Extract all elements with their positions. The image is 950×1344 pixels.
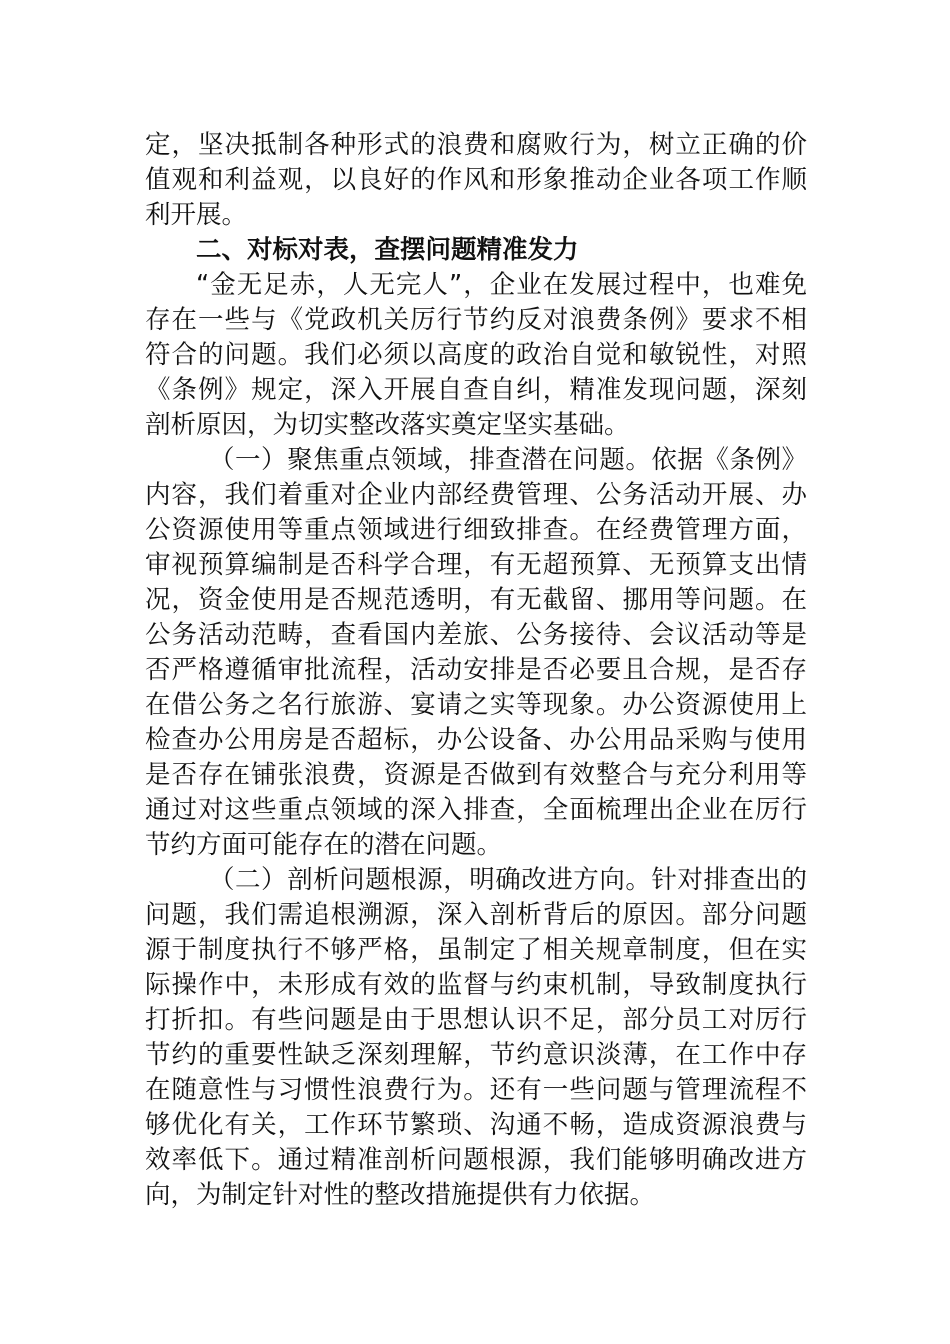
- paragraph-intro: “金无足赤，人无完人”，企业在发展过程中，也难免存在一些与《党政机关厉行节约反对浪费条例》要求不相符合的问题。我们必须以高度的政治自觉和敏锐性，对照《条例》规定，深入开展自查自纠，精准发现问题，深刻剖析原因，为切实整改落实奠定坚实基础。: [145, 270, 807, 440]
- document-body: [145, 128, 807, 1213]
- paragraph-subsection-1: （一）聚焦重点领域，排查潜在问题。依据《条例》内容，我们着重对企业内部经费管理、公务活动开展、办公资源使用等重点领域进行细致排查。在经费管理方面，审视预算编制是否科学合理，有无超预算、无预算支出情况，资金使用是否规范透明，有无截留、挪用等问题。在公务活动范畴，查看国内差旅、公务接待、会议活动等是否严格遵循审批流程，活动安排是否必要且合规，是否存在借公务之名行旅游、宴请之实等现象。办公资源使用上检查办公用房是否超标，办公设备、办公用品采购与使用是否存在铺张浪费，资源是否做到有效整合与充分利用等通过对这些重点领域的深入排查，全面梳理出企业在厉行节约方面可能存在的潜在问题。: [145, 445, 807, 860]
- section-heading: 二、对标对表，查摆问题精准发力: [196, 235, 579, 265]
- paragraph-continuation: 定，坚决抵制各种形式的浪费和腐败行为，树立正确的价值观和利益观，以良好的作风和形象推动企业各项工作顺利开展。: [145, 130, 807, 230]
- paragraph-subsection-2: （二）剖析问题根源，明确改进方向。针对排查出的问题，我们需追根溯源，深入剖析背后的原因。部分问题源于制度执行不够严格，虽制定了相关规章制度，但在实际操作中，未形成有效的监督与约束机制，导致制度执行打折扣。有些问题是由于思想认识不足，部分员工对厉行节约的重要性缺乏深刻理解，节约意识淡薄，在工作中存在随意性与习惯性浪费行为。还有一些问题与管理流程不够优化有关，工作环节繁琐、沟通不畅，造成资源浪费与效率低下。通过精准剖析问题根源，我们能够明确改进方向，为制定针对性的整改措施提供有力依据。: [145, 865, 807, 1210]
